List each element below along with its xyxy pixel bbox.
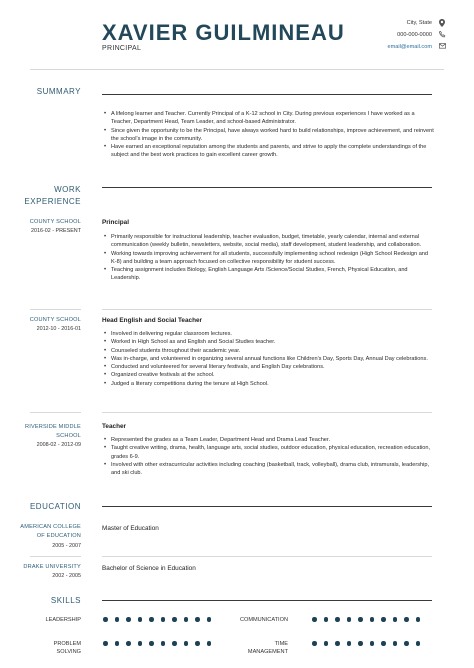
rating-dot — [161, 641, 166, 646]
list-item: • Was in-charge, and volunteered in organizing several annual functions like Children's Day, Sports Day, Annual Day celebrations. — [102, 355, 434, 363]
list-item: • Primarily responsible for instructional leadership, teacher evaluation, budget, timetable, yearly calendar, internal and external communication (weekly bulletin, newsletters, website, social media), staff development, student leadership, and collaboration. — [102, 233, 434, 250]
job-divider-left — [30, 412, 81, 413]
rating-dot — [416, 617, 421, 622]
rating-dot — [149, 617, 154, 622]
rating-dot — [207, 617, 212, 622]
experience-divider — [102, 187, 432, 188]
rating-dot — [115, 641, 120, 646]
summary-heading: SUMMARY — [36, 87, 81, 96]
rating-dot — [138, 641, 143, 646]
skill-rating — [312, 641, 420, 646]
experience-heading: WORK EXPERIENCE — [24, 185, 81, 206]
rating-dot — [381, 617, 386, 622]
list-item: • Judged a literary competitions during the tenure at High School. — [102, 380, 434, 388]
list-item: • Counseled students throughout their academic year. — [102, 347, 434, 355]
rating-dot — [393, 641, 398, 646]
map-pin-icon — [438, 19, 446, 29]
skills-divider — [102, 600, 432, 601]
job-dates: 2016-02 - PRESENT — [30, 228, 81, 234]
rating-dot — [347, 617, 352, 622]
rating-dot — [335, 641, 340, 646]
rating-dot — [172, 641, 177, 646]
rating-dot — [324, 617, 329, 622]
list-item: • Worked in High School as and English and Social Studies teacher. — [102, 338, 434, 346]
header-divider — [30, 69, 444, 70]
job-divider — [102, 309, 432, 310]
job-title: PRINCIPAL — [102, 45, 142, 52]
rating-dot — [115, 617, 120, 622]
education-org: DRAKE UNIVERSITY — [23, 564, 81, 570]
job-dates: 2012-10 - 2016-01 — [36, 326, 81, 332]
education-dates: 2002 - 2005 — [52, 573, 81, 579]
rating-dot — [335, 617, 340, 622]
job-bullets — [102, 436, 434, 477]
envelope-icon — [438, 43, 446, 51]
contact-phone: 000-000-0000 — [397, 32, 432, 38]
job-bullets — [102, 233, 434, 283]
rating-dot — [370, 617, 375, 622]
job-divider-left — [30, 309, 81, 310]
rating-dot — [347, 641, 352, 646]
education-dates: 2005 - 2007 — [52, 543, 81, 549]
list-item: • Have earned an exceptional reputation among the students and parents, and strive to apply the complete understandings of the subject and the best work practices to gain excellent career growth. — [102, 143, 434, 160]
rating-dot — [126, 617, 131, 622]
skill-label: LEADERSHIP — [45, 617, 81, 623]
rating-dot — [404, 641, 409, 646]
job-dates: 2008-02 - 2012-09 — [36, 442, 81, 448]
rating-dot — [184, 641, 189, 646]
skill-rating — [312, 617, 420, 622]
job-org: RIVERSIDE MIDDLE SCHOOL — [24, 424, 81, 439]
job-org: COUNTY SCHOOL — [29, 219, 81, 225]
rating-dot — [149, 641, 154, 646]
education-divider — [102, 506, 432, 507]
list-item: • Since given the opportunity to be the Principal, have always worked hard to build relationships, improve achievement, and reinvent the school's image in the community. — [102, 127, 434, 144]
skill-rating — [103, 617, 211, 622]
education-item-divider — [102, 556, 432, 557]
rating-dot — [324, 641, 329, 646]
list-item: • Organized creative festivals at the school. — [102, 371, 434, 379]
list-item: • Involved in delivering regular classroom lectures. — [102, 330, 434, 338]
rating-dot — [370, 641, 375, 646]
education-divider-left — [30, 556, 81, 557]
rating-dot — [416, 641, 421, 646]
job-role: Head English and Social Teacher — [102, 317, 203, 324]
list-item: • Represented the grades as a Team Leader, Department Head and Drama Lead Teacher. — [102, 436, 434, 444]
rating-dot — [195, 617, 200, 622]
rating-dot — [207, 641, 212, 646]
job-role: Teacher — [102, 423, 127, 430]
phone-icon — [438, 31, 446, 40]
rating-dot — [358, 617, 363, 622]
job-divider — [102, 412, 432, 413]
rating-dot — [161, 617, 166, 622]
rating-dot — [172, 617, 177, 622]
summary-divider — [102, 94, 432, 95]
education-degree: Bachelor of Science in Education — [102, 565, 196, 572]
education-heading: EDUCATION — [29, 502, 81, 511]
rating-dot — [138, 617, 143, 622]
list-item: • Taught creative writing, drama, health, language arts, social studies, outdoor education, physical education, recreation education, grades 6-9. — [102, 444, 434, 461]
rating-dot — [126, 641, 131, 646]
rating-dot — [103, 617, 108, 622]
list-item: • A lifelong learner and Teacher. Currently Principal of a K-12 school in City. During previous experiences I have worked as a Teacher, Department Head, Team Leader, and school-based Administrator. — [102, 110, 434, 127]
skill-rating — [103, 641, 211, 646]
rating-dot — [184, 617, 189, 622]
rating-dot — [381, 641, 386, 646]
skills-heading: SKILLS — [50, 596, 81, 605]
rating-dot — [312, 641, 317, 646]
rating-dot — [404, 617, 409, 622]
education-org: AMERICAN COLLEGE OF EDUCATION — [20, 524, 81, 539]
contact-email[interactable]: email@email.com — [387, 44, 432, 50]
job-bullets — [102, 330, 434, 388]
rating-dot — [393, 617, 398, 622]
list-item: • Conducted and volunteered for several literary festivals, and English Day celebrations. — [102, 363, 434, 371]
summary-list — [102, 110, 434, 160]
skill-label: TIME MANAGEMENT — [247, 641, 288, 655]
contact-location: City, State — [406, 20, 432, 26]
list-item: • Involved with other extracurricular activities including coaching (basketball, track, volleyball), drama club, intramurals, leadership, and ski club. — [102, 461, 434, 478]
list-item: • Working towards improving achievement for all students, successfully implementing school redesign (High School Redesign and K-8) and building a team approach focused on collective responsibility for student success. — [102, 250, 434, 267]
skill-label: PROBLEM SOLVING — [53, 641, 81, 655]
list-item: • Teaching assignment includes Biology, English Language Arts /Science/Social Studies, French, Physical Education, and Leadership. — [102, 266, 434, 283]
education-degree: Master of Education — [102, 525, 159, 532]
skill-label: COMMUNICATION — [239, 617, 288, 623]
candidate-name: XAVIER GUILMINEAU — [102, 20, 345, 45]
rating-dot — [195, 641, 200, 646]
job-org: COUNTY SCHOOL — [29, 317, 81, 323]
job-role: Principal — [102, 219, 129, 226]
rating-dot — [312, 617, 317, 622]
rating-dot — [103, 641, 108, 646]
rating-dot — [358, 641, 363, 646]
